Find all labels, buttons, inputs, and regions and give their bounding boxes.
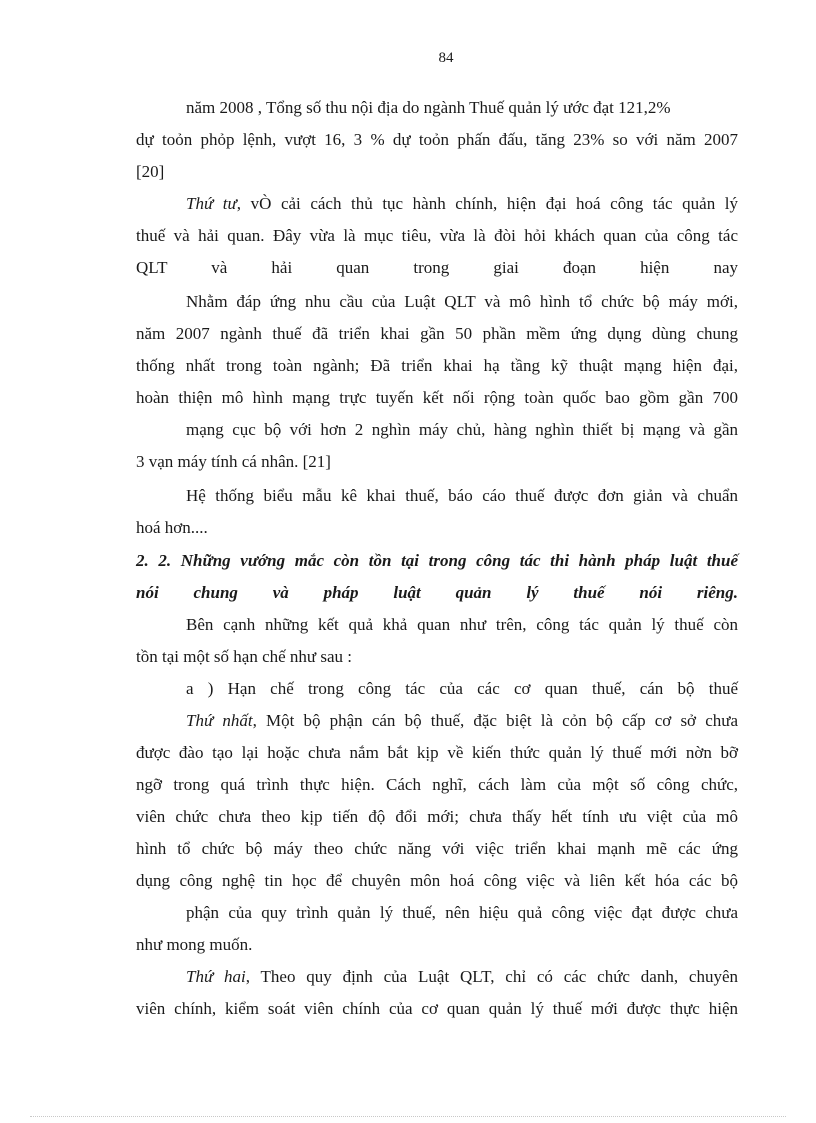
text-fragment: , Theo quy định của Luật QLT, chỉ có các chức danh, chuyên [245, 967, 738, 986]
citation: [20] [136, 162, 165, 181]
text-line: viên chính, kiểm soát viên chính của cơ quan quản lý thuế mới được thực hiện [136, 999, 738, 1018]
text-fragment: , Một bộ phận cán bộ thuế, đặc biệt là cỏn bộ cấp cơ sở chưa [252, 711, 738, 730]
ordinal-label: Thứ nhất [186, 711, 253, 730]
text-line: được đào tạo lại hoặc chưa nắm bắt kịp về kiến thức quản lý thuế mới nờn bỡ [136, 743, 738, 762]
page-number: 84 [438, 50, 454, 66]
paragraph-line [186, 192, 738, 216]
section-heading: 2. 2. Những vướng mắc còn tồn tại trong công tác thi hành pháp luật thuế [136, 551, 738, 570]
text-line: Nhằm đáp ứng nhu cầu của Luật QLT và mô hình tổ chức bộ máy mới, [186, 292, 738, 311]
ordinal-label: Thứ hai [186, 967, 246, 986]
text-line: hoá hơn.... [136, 518, 208, 537]
text-line: như mong muốn. [136, 935, 253, 954]
text-line: hoàn thiện mô hình mạng trực tuyến kết nối rộng toàn quốc bao gồm gần 700 [136, 388, 738, 407]
subheading: a ) Hạn chế trong công tác của các cơ quan thuế, cán bộ thuế [186, 679, 738, 698]
ordinal-label: Thứ tư [186, 194, 237, 213]
text-line: dự toỏn phỏp lệnh, vượt 16, 3 % dự toỏn phấn đấu, tăng 23% so với năm 2007 [136, 130, 738, 149]
text-line: tồn tại một số hạn chế như sau : [136, 647, 353, 666]
text-line: Bên cạnh những kết quả khả quan như trên, công tác quản lý thuế còn [186, 615, 738, 634]
text-line: năm 2008 , Tổng số thu nội địa do ngành Thuế quản lý ước đạt 121,2% [186, 98, 671, 117]
text-line: dụng công nghệ tin học để chuyên môn hoá công việc và liên kết hóa các bộ [136, 871, 738, 890]
text-line: QLT và hải quan trong giai đoạn hiện nay [136, 258, 738, 277]
text-fragment: , vÒ cải cách thủ tục hành chính, hiện đại hoá công tác quản lý [236, 194, 738, 213]
paragraph-line [186, 709, 738, 733]
page-bottom-divider [30, 1116, 786, 1117]
text-line: thuế và hải quan. Đây vừa là mục tiêu, vừa là đòi hỏi khách quan của công tác [136, 226, 738, 245]
text-line: phận của quy trình quản lý thuế, nên hiệu quả công việc đạt được chưa [186, 903, 738, 922]
text-line: hình tổ chức bộ máy theo chức năng với việc triển khai mạnh mẽ các ứng [136, 839, 738, 858]
section-heading: nói chung và pháp luật quản lý thuế nói riêng. [136, 583, 738, 602]
text-line: năm 2007 ngành thuế đã triển khai gần 50 phần mềm ứng dụng dùng chung [136, 324, 738, 343]
paragraph-line [186, 965, 738, 989]
text-line: viên chức chưa theo kịp tiến độ đổi mới; chưa thấy hết tính ưu việt của mô [136, 807, 738, 826]
text-line: ngỡ trong quá trình thực hiện. Cách nghĩ, cách làm của một số công chức, [136, 775, 738, 794]
text-line: thống nhất trong toàn ngành; Đã triển khai hạ tầng kỹ thuật mạng hiện đại, [136, 356, 738, 375]
citation: 3 vạn máy tính cá nhân. [21] [136, 452, 331, 471]
text-line: Hệ thống biểu mẫu kê khai thuế, báo cáo thuế được đơn giản và chuẩn [186, 486, 738, 505]
text-line: mạng cục bộ với hơn 2 nghìn máy chủ, hàng nghìn thiết bị mạng và gần [186, 420, 738, 439]
